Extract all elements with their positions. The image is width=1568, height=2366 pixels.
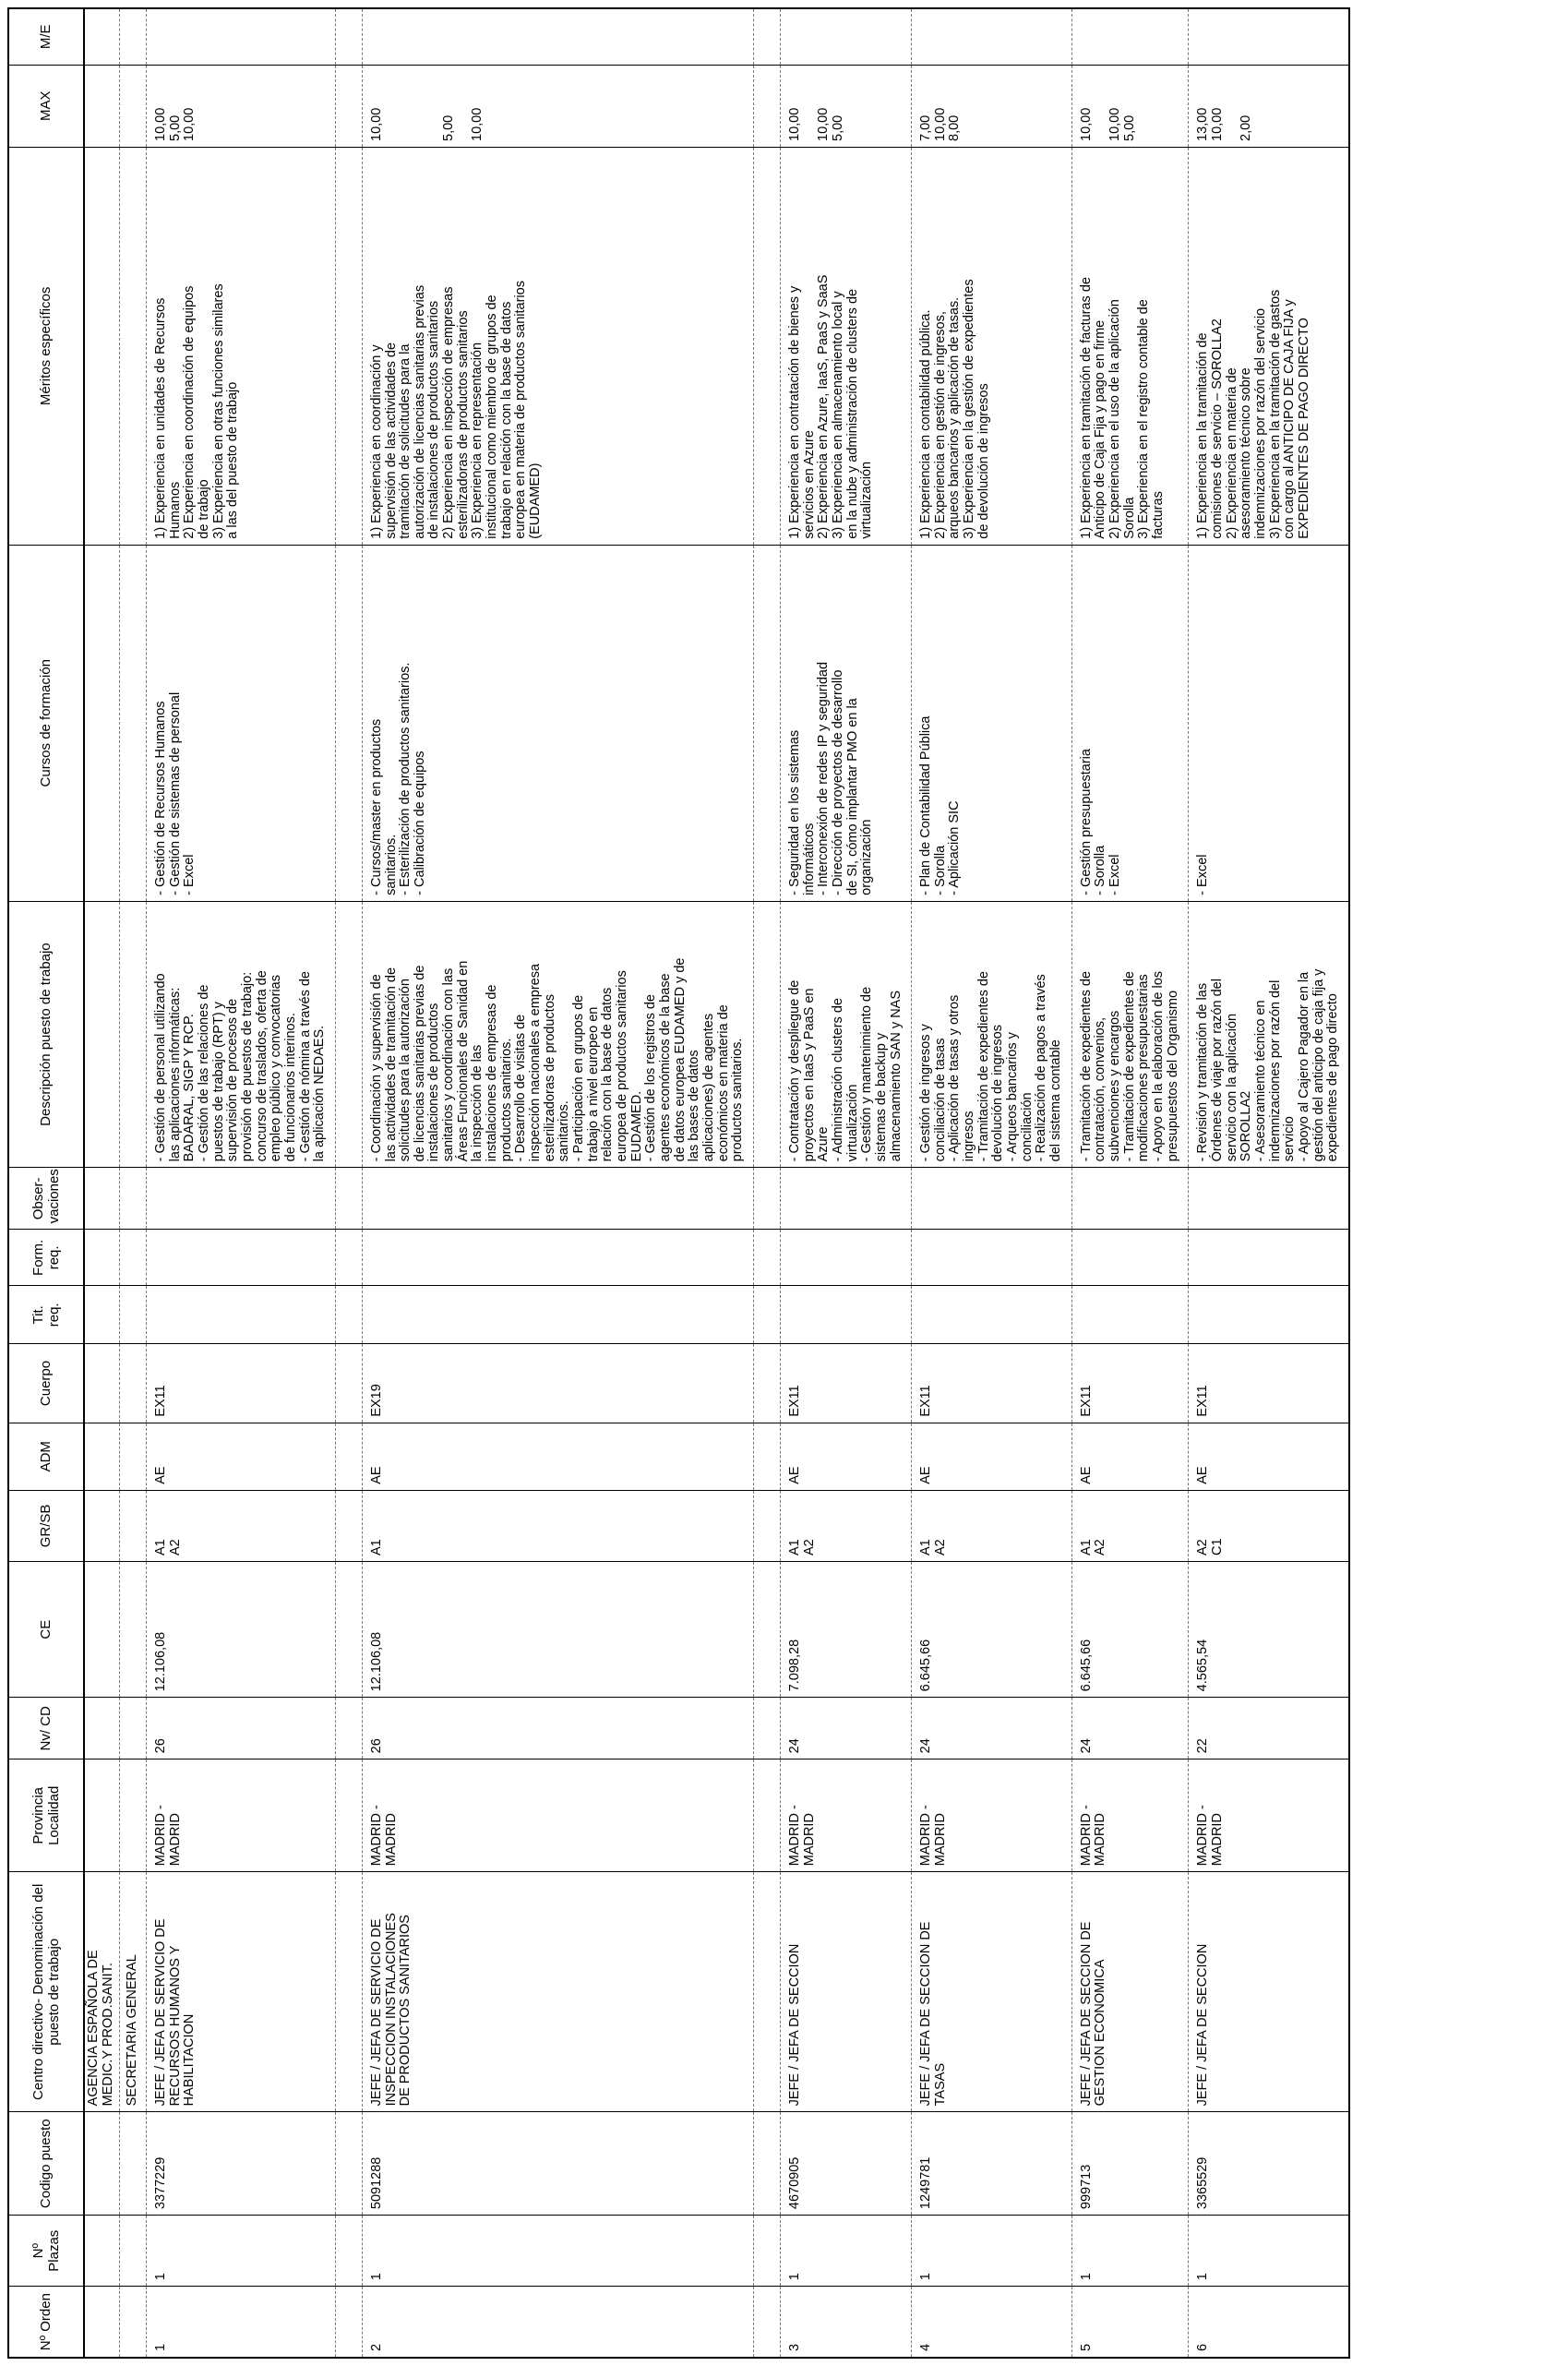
- header-orden: Nº Orden: [8, 2287, 84, 2358]
- cell-cursos: - Gestión presupuestaria - Sorolla - Excel: [1071, 545, 1189, 901]
- header-codigo: Codigo puesto: [8, 2112, 84, 2216]
- cell-plazas: 1: [1071, 2216, 1189, 2287]
- cell-centro: JEFE / JEFA DE SERVICIO DE RECURSOS HUMANOS Y HABILITACION: [146, 1872, 335, 2112]
- cell-orden: 5: [1071, 2287, 1189, 2358]
- cell-form: [1189, 1230, 1349, 1286]
- cell-cursos: - Excel: [1189, 545, 1349, 901]
- cell-descripcion: - Revisión y tramitación de las Órdenes de viaje por razón del servicio con la aplicación SOROLLA2 - Asesoramiento técnico en indemnizaciones por razón del servicio - Apoyo al Cajero Pagador en la gestión del anticipo de caja fija y expedientes de pago directo: [1189, 901, 1349, 1168]
- puestos-table: [7, 7, 1350, 2359]
- cell-descripcion: - Contratación y despliegue de proyectos en IaaS y PaaS en Azure - Administración clusters de virtualización - Gestión y mantenimiento de sistemas de backup y almacenamiento SAN y NAS: [780, 901, 911, 1168]
- cell-adm: AE: [1071, 1423, 1189, 1490]
- header-row: [8, 8, 84, 2358]
- cell-orden: 3: [780, 2287, 911, 2358]
- header-plazas: Nº Plazas: [8, 2216, 84, 2287]
- cell-meritos: 1) Experiencia en unidades de Recursos Humanos 2) Experiencia en coordinación de equipos de trabajo 3) Experiencia en otras funciones similares a las del puesto de trabajo: [146, 147, 335, 545]
- cell-descripcion: - Gestión de ingresos y conciliación de tasas - Aplicación de tasas y otros ingresos - Tramitación de expedientes de devolución de ingresos - Arqueos bancarios y conciliación - Realización de pagos a través del sistema contable: [912, 901, 1072, 1168]
- cell-tit: [780, 1286, 911, 1344]
- secretaria-name: SECRETARIA GENERAL: [120, 1872, 147, 2112]
- table-row: [1189, 8, 1349, 2358]
- cell-plazas: 1: [912, 2216, 1072, 2287]
- cell-plazas: 1: [146, 2216, 335, 2287]
- header-form: Form. req.: [8, 1230, 84, 1286]
- cell-descripcion: - Coordinación y supervisión de las actividades de tramitación de solicitudes para la autorización de licencias sanitarias previas de instalaciones de productos sanitarios y coordinación con las Áreas Funcionales de Sanidad en la inspección de las instalaciones de empresas de productos sanitarios. - Desarrollo de visitas de inspección nacionales a empresa esterilizadoras de productos sanitarios. - Participación en grupos de trabajo a nivel europeo en relación con la base de datos europea de productos sanitarios EUDAMED. - Gestión de los registros de agentes económicos de la base de datos europea EUDAMED y de las bases de datos aplicaciones) de agentes económicos en materia de productos sanitarios.: [362, 901, 753, 1168]
- table-row: [912, 8, 1072, 2358]
- cell-centro: JEFE / JEFA DE SECCION: [1189, 1872, 1349, 2112]
- header-cuerpo: Cuerpo: [8, 1344, 84, 1423]
- cell-ce: 6.645,66: [1071, 1562, 1189, 1698]
- cell-nivel: 26: [146, 1698, 335, 1759]
- cell-nivel: 24: [780, 1698, 911, 1759]
- cell-form: [912, 1230, 1072, 1286]
- table-row: [1071, 8, 1189, 2358]
- cell-grsb: A2 C1: [1189, 1490, 1349, 1561]
- cell-cuerpo: EX11: [912, 1344, 1072, 1423]
- cell-cuerpo: EX11: [780, 1344, 911, 1423]
- cell-adm: AE: [1189, 1423, 1349, 1490]
- cell-meritos: 1) Experiencia en contabilidad pública. 2) Experiencia en gestión de ingresos, arqueos bancarios y aplicación de tasas. 3) Experiencia en la gestión de expedientes de devolución de ingresos: [912, 147, 1072, 545]
- cell-meritos: 1) Experiencia en contratación de bienes y servicios en Azure 2) Experiencia en Azure, IaaS, PaaS y SaaS 3) Experiencia en almacenamiento local y en la nube y administración de clusters de virtualización: [780, 147, 911, 545]
- cell-centro: JEFE / JEFA DE SECCION DE TASAS: [912, 1872, 1072, 2112]
- cell-tit: [1071, 1286, 1189, 1344]
- cell-descripcion: - Gestión de personal utilizando las aplicaciones informáticas: BADARAL, SIGP Y RCP. - Gestión de las relaciones de puestos de trabajo (RPT) y supervisión de procesos de provisión de puestos de trabajo: concurso de traslados, oferta de empleo público y convocatorias de funcionarios interinos. - Gestión de nómina a través de la aplicación NEDAES.: [146, 901, 335, 1168]
- cell-adm: AE: [362, 1423, 753, 1490]
- cell-cuerpo: EX19: [362, 1344, 753, 1423]
- cell-tit: [1189, 1286, 1349, 1344]
- cell-ce: 12.106,08: [146, 1562, 335, 1698]
- cell-obs: [912, 1168, 1072, 1230]
- organismo-row: [84, 8, 120, 2358]
- cell-tit: [362, 1286, 753, 1344]
- cell-ce: 7.098,28: [780, 1562, 911, 1698]
- header-meritos: Méritos específicos: [8, 147, 84, 545]
- cell-obs: [1189, 1168, 1349, 1230]
- cell-codigo: 1249781: [912, 2112, 1072, 2216]
- header-max: MAX: [8, 65, 84, 147]
- cell-plazas: 1: [780, 2216, 911, 2287]
- cell-meritos: 1) Experiencia en la tramitación de comisiones de servicio – SOROLLA2 2) Experiencia en materia de asesoramiento técnico sobre indemnizaciones por razón del servicio 3) Experiencia en la tramitación de gastos con cargo al ANTICIPO DE CAJA FIJA y EXPEDIENTES DE PAGO DIRECTO: [1189, 147, 1349, 545]
- cell-ce: 12.106,08: [362, 1562, 753, 1698]
- cell-cursos: - Gestión de Recursos Humanos - Gestión de sistemas de personal - Excel: [146, 545, 335, 901]
- cell-plazas: 1: [362, 2216, 753, 2287]
- cell-nivel: 24: [912, 1698, 1072, 1759]
- row-spacer: [335, 8, 362, 2358]
- header-ce: CE: [8, 1562, 84, 1698]
- cell-orden: 4: [912, 2287, 1072, 2358]
- cell-orden: 1: [146, 2287, 335, 2358]
- cell-max: 10,00 5,00 10,00: [362, 65, 753, 147]
- row-spacer: [753, 8, 780, 2358]
- cell-grsb: A1 A2: [780, 1490, 911, 1561]
- cell-grsb: A1 A2: [1071, 1490, 1189, 1561]
- cell-centro: JEFE / JEFA DE SERVICIO DE INSPECCION INSTALACIONES DE PRODUCTOS SANITARIOS: [362, 1872, 753, 2112]
- cell-form: [146, 1230, 335, 1286]
- cell-form: [780, 1230, 911, 1286]
- cell-cursos: - Cursos/master en productos sanitarios. - Esterilización de productos sanitarios. - Calibración de equipos: [362, 545, 753, 901]
- header-centro: Centro directivo- Denominación del puesto de trabajo: [8, 1872, 84, 2112]
- cell-ce: 4.565,54: [1189, 1562, 1349, 1698]
- table-row: [362, 8, 753, 2358]
- header-cursos: Cursos de formación: [8, 545, 84, 901]
- cell-obs: [1071, 1168, 1189, 1230]
- cell-provincia: MADRID - MADRID: [912, 1759, 1072, 1872]
- cell-plazas: 1: [1189, 2216, 1349, 2287]
- cell-tit: [912, 1286, 1072, 1344]
- header-me: M/E: [8, 8, 84, 65]
- cell-obs: [780, 1168, 911, 1230]
- header-provincia: Provincia Localidad: [8, 1759, 84, 1872]
- cell-codigo: 999713: [1071, 2112, 1189, 2216]
- cell-orden: 6: [1189, 2287, 1349, 2358]
- cell-me: [912, 8, 1072, 65]
- cell-form: [362, 1230, 753, 1286]
- cell-cursos: - Seguridad en los sistemas informáticos - Interconexión de redes IP y seguridad - Dirección de proyectos de desarrollo de SI, cómo implantar PMO en la organización: [780, 545, 911, 901]
- cell-me: [1189, 8, 1349, 65]
- cell-codigo: 3365529: [1189, 2112, 1349, 2216]
- organismo-name: AGENCIA ESPAÑOLA DE MEDIC.Y PROD.SANIT.: [84, 1872, 120, 2112]
- cell-provincia: MADRID - MADRID: [1071, 1759, 1189, 1872]
- cell-max: 10,00 10,00 5,00: [780, 65, 911, 147]
- cell-provincia: MADRID - MADRID: [146, 1759, 335, 1872]
- cell-cuerpo: EX11: [1071, 1344, 1189, 1423]
- cell-me: [362, 8, 753, 65]
- cell-obs: [146, 1168, 335, 1230]
- cell-cuerpo: EX11: [1189, 1344, 1349, 1423]
- cell-obs: [362, 1168, 753, 1230]
- cell-max: 10,00 5,00 10,00: [146, 65, 335, 147]
- header-adm: ADM: [8, 1423, 84, 1490]
- cell-orden: 2: [362, 2287, 753, 2358]
- header-descripcion: Descripción puesto de trabajo: [8, 901, 84, 1168]
- cell-adm: AE: [912, 1423, 1072, 1490]
- cell-provincia: MADRID - MADRID: [780, 1759, 911, 1872]
- cell-meritos: 1) Experiencia en tramitación de facturas de Anticipo de Caja Fija y pago en firme 2) Experiencia en el uso de la aplicación Sorolla 3) Experiencia en el registro contable de facturas: [1071, 147, 1189, 545]
- header-obs: Obser- vaciones: [8, 1168, 84, 1230]
- cell-provincia: MADRID - MADRID: [1189, 1759, 1349, 1872]
- table-row: [780, 8, 911, 2358]
- cell-provincia: MADRID - MADRID: [362, 1759, 753, 1872]
- header-grsb: GR/SB: [8, 1490, 84, 1561]
- cell-me: [780, 8, 911, 65]
- header-nivel: Nv/ CD: [8, 1698, 84, 1759]
- cell-centro: JEFE / JEFA DE SECCION DE GESTION ECONOMICA: [1071, 1872, 1189, 2112]
- cell-codigo: 3377229: [146, 2112, 335, 2216]
- cell-adm: AE: [780, 1423, 911, 1490]
- cell-adm: AE: [146, 1423, 335, 1490]
- cell-ce: 6.645,66: [912, 1562, 1072, 1698]
- cell-grsb: A1: [362, 1490, 753, 1561]
- cell-grsb: A1 A2: [146, 1490, 335, 1561]
- cell-form: [1071, 1230, 1189, 1286]
- cell-max: 10,00 10,00 5,00: [1071, 65, 1189, 147]
- cell-nivel: 24: [1071, 1698, 1189, 1759]
- cell-nivel: 22: [1189, 1698, 1349, 1759]
- secretaria-row: [120, 8, 147, 2358]
- header-tit: Tit. req.: [8, 1286, 84, 1344]
- cell-cuerpo: EX11: [146, 1344, 335, 1423]
- cell-grsb: A1 A2: [912, 1490, 1072, 1561]
- cell-me: [146, 8, 335, 65]
- cell-meritos: 1) Experiencia en coordinación y supervisión de las actividades de tramitación de solicitudes para la autorización de licencias sanitarias previas de instalaciones de productos sanitarios 2) Experiencia en inspección de empresas esterilizadoras de productos sanitarios 3) Experiencia en representación institucional como miembro de grupos de trabajo en relación con la base de datos europea en materia de productos sanitarios (EUDAMED): [362, 147, 753, 545]
- cell-nivel: 26: [362, 1698, 753, 1759]
- cell-max: 7,00 10,00 8,00: [912, 65, 1072, 147]
- cell-codigo: 4670905: [780, 2112, 911, 2216]
- cell-me: [1071, 8, 1189, 65]
- cell-max: 13,00 10,00 2,00: [1189, 65, 1349, 147]
- cell-cursos: - Plan de Contabilidad Pública - Sorolla - Aplicación SIC: [912, 545, 1072, 901]
- cell-centro: JEFE / JEFA DE SECCION: [780, 1872, 911, 2112]
- cell-descripcion: - Tramitación de expedientes de contratación, convenios, subvenciones y encargos - Tramitación de expedientes de modificaciones presupuestarias - Apoyo en la elaboración de los presupuestos del Organismo: [1071, 901, 1189, 1168]
- cell-tit: [146, 1286, 335, 1344]
- table-row: [146, 8, 335, 2358]
- cell-codigo: 5091288: [362, 2112, 753, 2216]
